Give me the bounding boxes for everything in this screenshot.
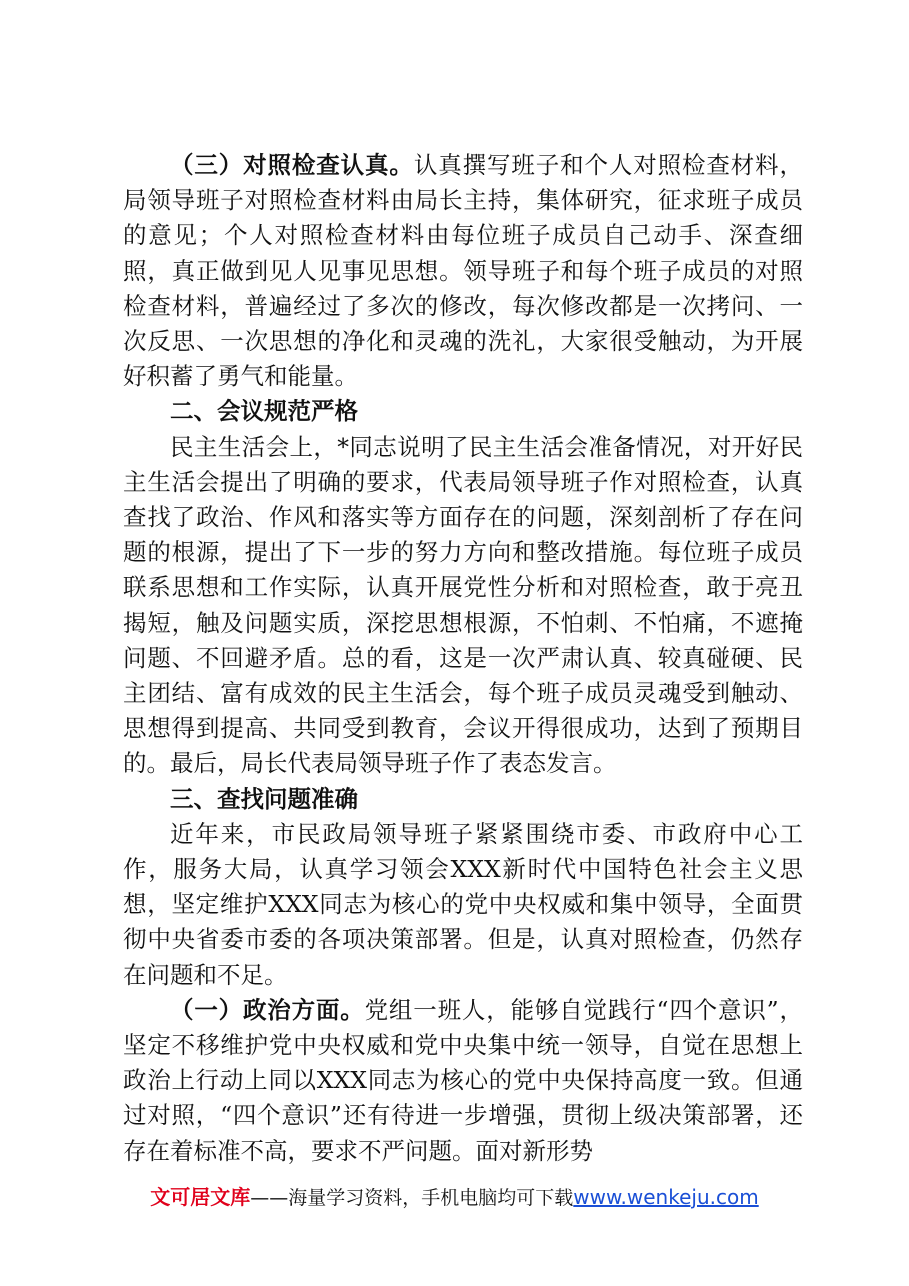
footer-tagline: ——海量学习资料，手机电脑均可下载 (250, 1187, 574, 1209)
footer-brand: 文可居文库 (150, 1185, 251, 1209)
paragraph-comparison-check (123, 148, 803, 394)
paragraph-political-aspect (123, 993, 803, 1169)
footer-website-link[interactable]: www.wenkeju.com (573, 1185, 759, 1209)
document-body (123, 148, 803, 1169)
paragraph-lead: （三）对照检查认真。 (170, 151, 414, 179)
paragraph-text: 近年来，市民政局领导班子紧紧围绕市委、市政府中心工作，服务大局，认真学习领会XXX新时代中国特色社会主义思想，坚定维护XXX同志为核心的党中央权威和集中领导，全面贯彻中央省委市委的各项决策部署。但是，认真对照检查，仍然存在问题和不足。 (123, 819, 803, 989)
paragraph-text: 认真撰写班子和个人对照检查材料，局领导班子对照检查材料由局长主持，集体研究，征求班子成员的意见；个人对照检查材料由每位班子成员自己动手、深查细照，真正做到见人见事见思想。领导班子和每个班子成员的对照检查材料，普遍经过了多次的修改，每次修改都是一次拷问、一次反思、一次思想的净化和灵魂的洗礼，大家很受触动，为开展好积蓄了勇气和能量。 (123, 151, 804, 391)
paragraph-lead: （一）政治方面。 (170, 995, 365, 1024)
section-heading-meeting-standards: 二、会议规范严格 (170, 397, 358, 426)
paragraph-text: 党组一班人，能够自觉践行“四个意识”，坚定不移维护党中央权威和党中央集中统一领导，自觉在思想上政治上行动上同以XXX同志为核心的党中央保持高度一致。但通过对照，“四个意识”还有待进一步增强，贯彻上级决策部署，还存在着标准不高，要求不严问题。面对新形势 (123, 995, 803, 1165)
paragraph-recent-years (123, 817, 803, 993)
section-heading-find-problems: 三、查找问题准确 (170, 784, 358, 813)
paragraph-meeting-summary (123, 430, 803, 782)
footer-banner (0, 1181, 909, 1210)
paragraph-text: 民主生活会上，*同志说明了民主生活会准备情况，对开好民主生活会提出了明确的要求，代表局领导班子作对照检查，认真查找了政治、作风和落实等方面存在的问题，深刻剖析了存在问题的根源，提出了下一步的努力方向和整改措施。每位班子成员联系思想和工作实际，认真开展党性分析和对照检查，敢于亮丑揭短，触及问题实质，深挖思想根源，不怕刺、不怕痛，不遮掩问题、不回避矛盾。总的看，这是一次严肃认真、较真碰硬、民主团结、富有成效的民主生活会，每个班子成员灵魂受到触动、思想得到提高、共同受到教育，会议开得很成功，达到了预期目的。最后，局长代表局领导班子作了表态发言。 (123, 432, 803, 778)
